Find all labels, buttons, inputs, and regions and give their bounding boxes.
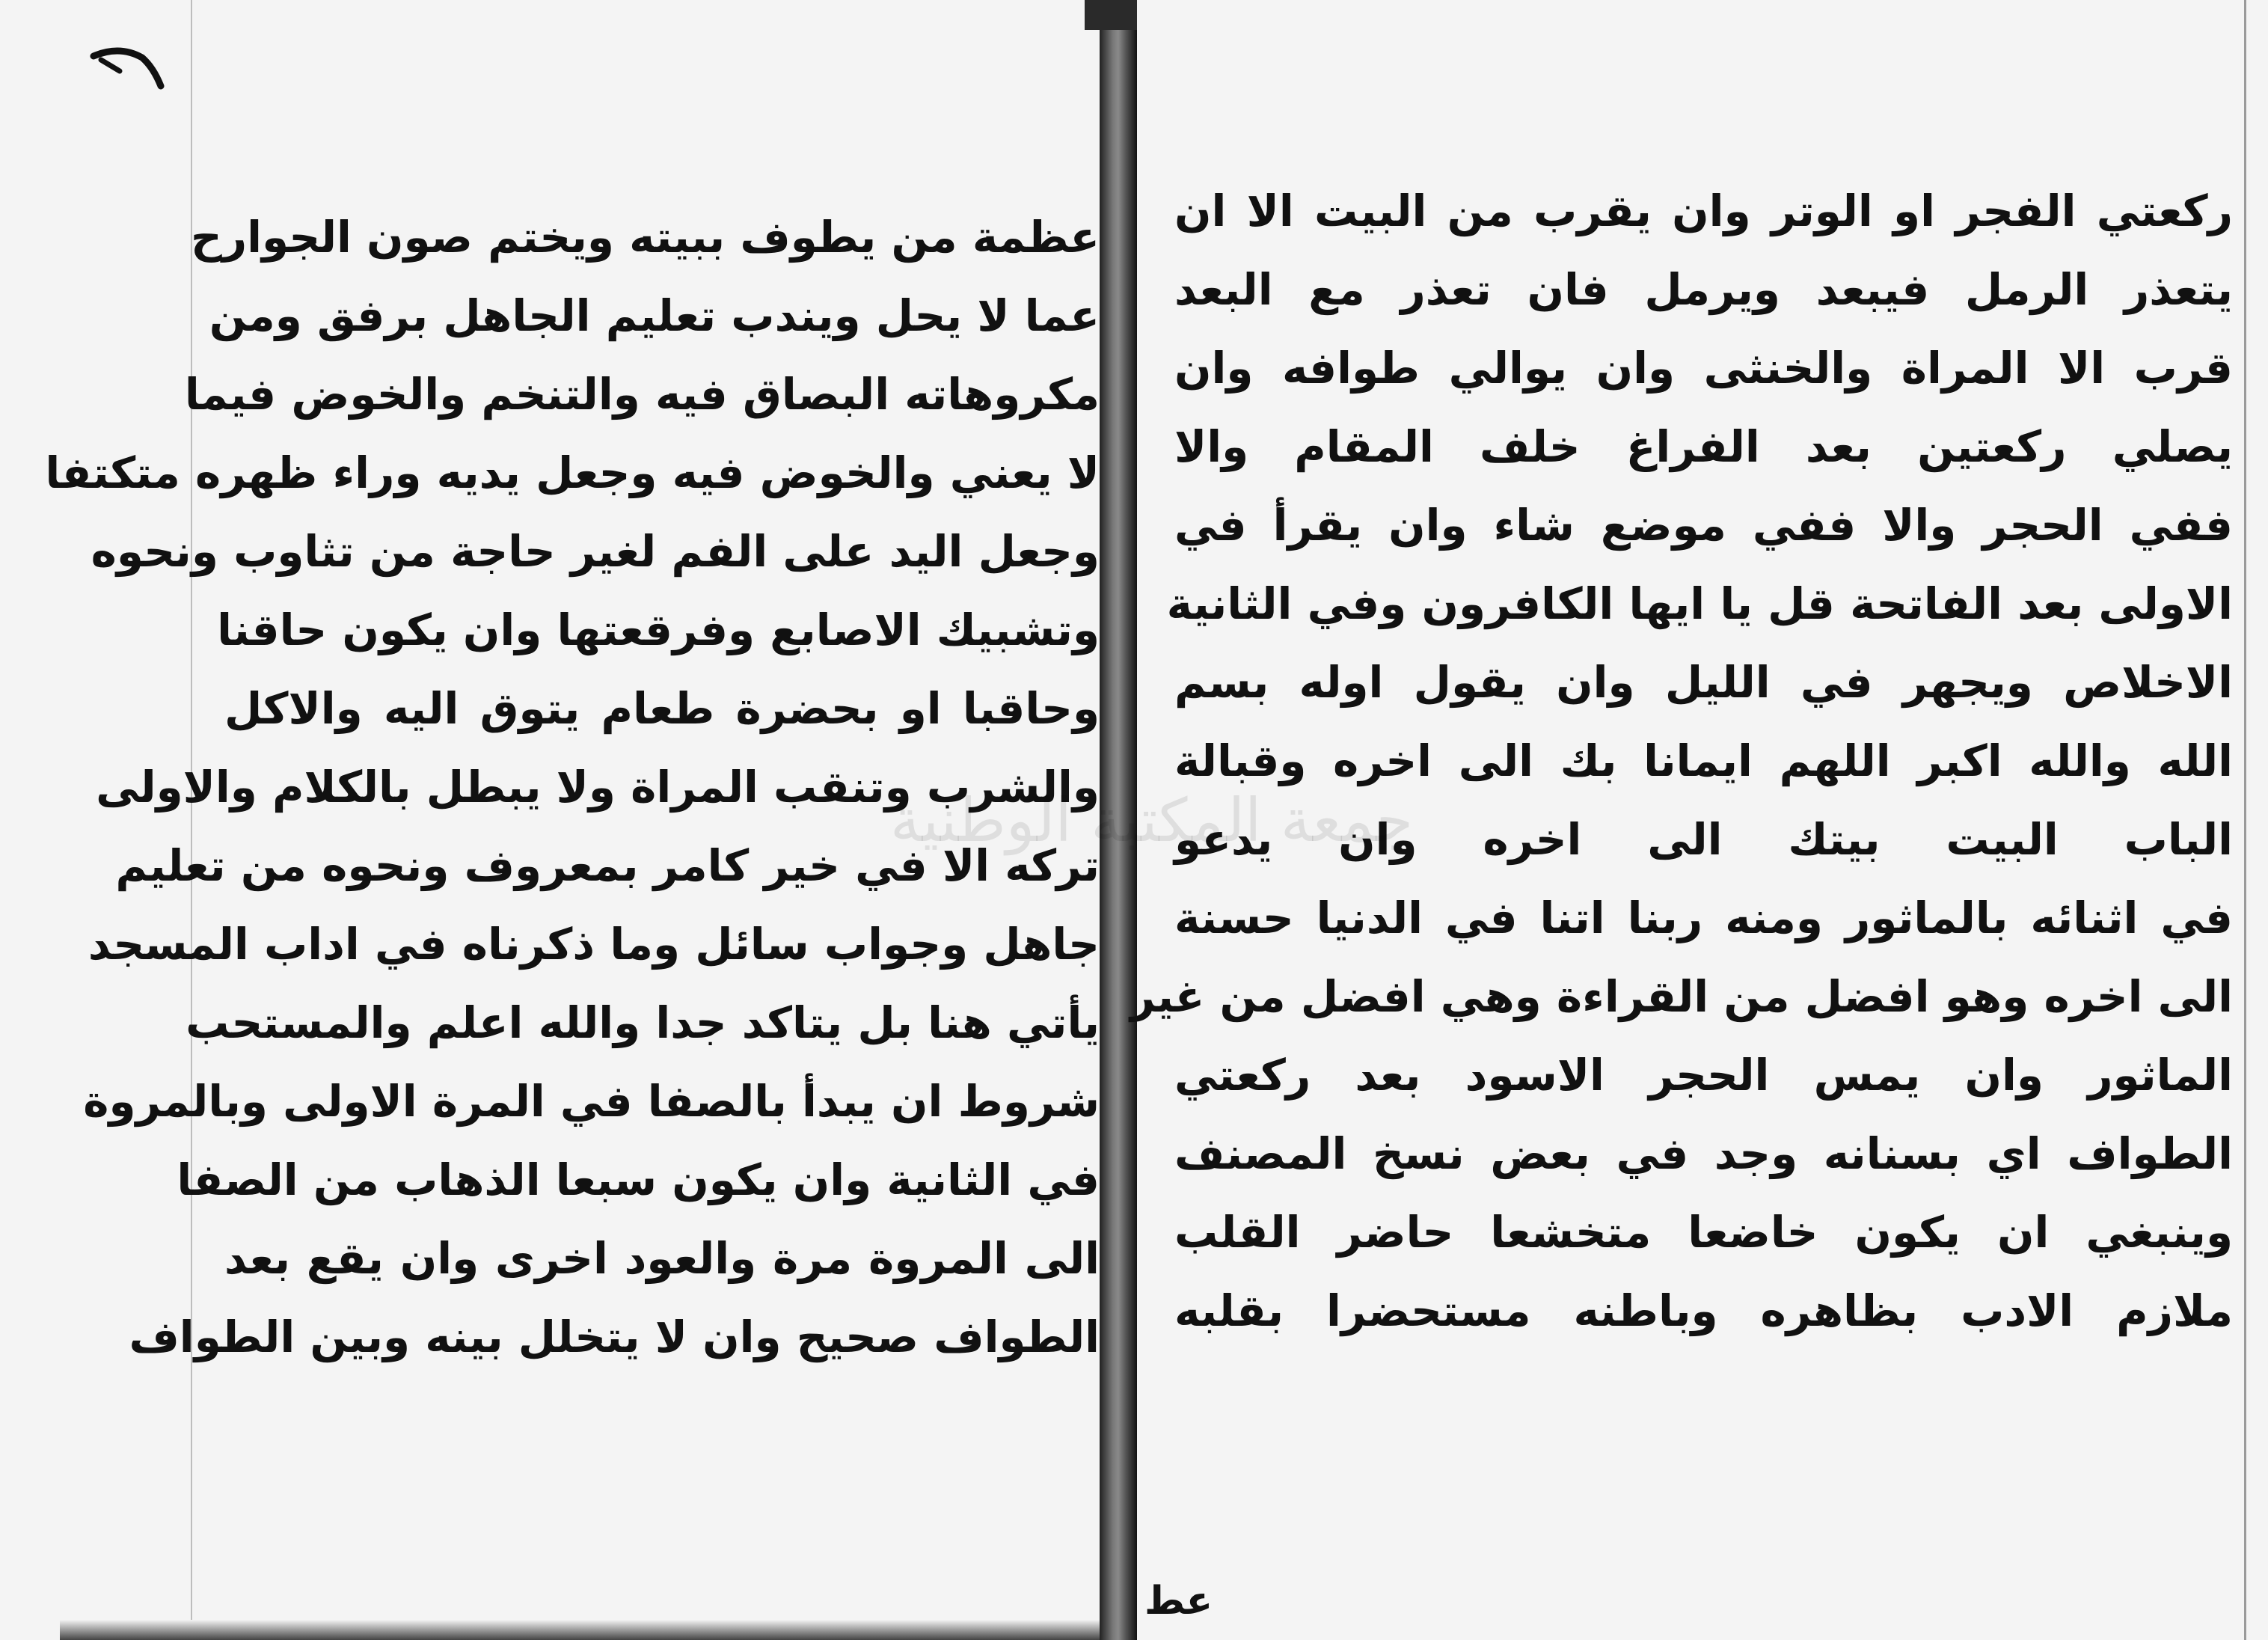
right-line: الماثور وان يمس الحجر الاسود بعد ركعتي — [1174, 1050, 2233, 1101]
right-line: الاخلاص ويجهر في الليل وان يقول اوله بسم — [1174, 657, 2233, 708]
right-line: الله والله اكبر اللهم ايمانا بك الى اخره وقبالة — [1174, 735, 2233, 786]
folio-number: عط — [1144, 1579, 1213, 1624]
right-line: وينبغي ان يكون خاضعا متخشعا حاضر القلب — [1174, 1207, 2233, 1258]
left-line: شروط ان يبدأ بالصفا في المرة الاولى وبالمروة — [83, 1076, 1100, 1127]
library-watermark: جمعة المكتبة الوطنية — [890, 786, 1414, 855]
left-line: الى المروة مرة والعود اخرى وان يقع بعد — [224, 1233, 1100, 1284]
right-line: يتعذر الرمل فيبعد ويرمل فان تعذر مع البعد — [1174, 264, 2233, 315]
left-line: يأتي هنا بل يتاكد جدا والله اعلم والمستحب — [186, 997, 1100, 1048]
right-ruling-line — [2244, 0, 2246, 1640]
right-line: قرب الا المراة والخنثى وان يوالي طوافه وان — [1174, 343, 2233, 394]
left-line: لا يعني والخوض فيه وجعل يديه وراء ظهره متكتفا — [45, 447, 1100, 498]
left-line: في الثانية وان يكون سبعا الذهاب من الصفا — [177, 1154, 1100, 1205]
left-line: مكروهاته البصاق فيه والتنخم والخوض فيما — [184, 369, 1100, 420]
left-line: وجعل اليد على الفم لغير حاجة من تثاوب ونحوه — [91, 526, 1100, 577]
left-line: تركه الا في خير كامر بمعروف ونحوه من تعليم — [115, 840, 1100, 891]
page-bottom-edge — [60, 1620, 1100, 1640]
left-line: عما لا يحل ويندب تعليم الجاهل برفق ومن — [209, 290, 1100, 341]
right-line: الباب البيت بيتك الى اخره وان يدعو — [1174, 814, 2233, 865]
left-line: وتشبيك الاصابع وفرقعتها وان يكون حاقنا — [217, 605, 1100, 655]
right-line: يصلي ركعتين بعد الفراغ خلف المقام والا — [1174, 421, 2233, 472]
right-line: الاولى بعد الفاتحة قل يا ايها الكافرون وفي الثانية — [1166, 578, 2233, 629]
left-line: الطواف صحيح وان لا يتخلل بينه وبين الطواف — [129, 1312, 1100, 1362]
left-line: عظمة من يطوف ببيته ويختم صون الجوارح — [190, 212, 1100, 263]
right-line: ملازم الادب بظاهره وباطنه مستحضرا بقلبه — [1174, 1285, 2233, 1336]
left-line: جاهل وجواب سائل وما ذكرناه في اداب المسجد — [88, 919, 1100, 970]
right-line: في اثنائه بالماثور ومنه ربنا اتنا في الدنيا حسنة — [1174, 893, 2233, 943]
right-line: ففي الحجر والا ففي موضع شاء وان يقرأ في — [1174, 500, 2233, 551]
corner-ink-mark — [90, 41, 172, 94]
right-line: الطواف اي بسنانه وجد في بعض نسخ المصنف — [1174, 1128, 2233, 1179]
left-line: وحاقبا او بحضرة طعام يتوق اليه والاكل — [224, 683, 1100, 734]
right-line: ركعتي الفجر او الوتر وان يقرب من البيت الا ان — [1174, 186, 2233, 236]
right-line: الى اخره وهو افضل من القراءة وهي افضل من غير — [1130, 971, 2233, 1022]
left-line: والشرب وتنقب المراة ولا يبطل بالكلام والاولى — [96, 762, 1100, 813]
